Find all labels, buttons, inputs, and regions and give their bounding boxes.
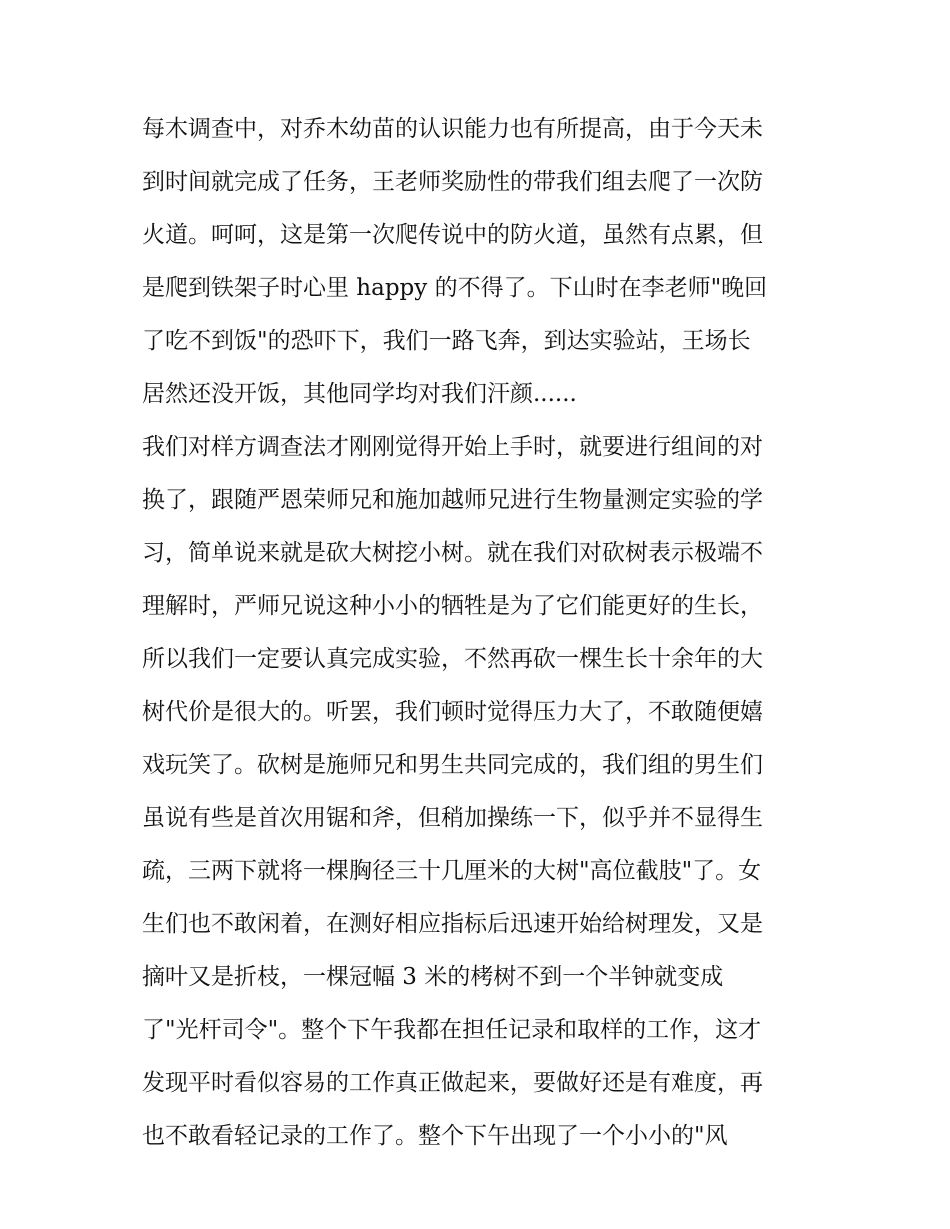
text-line: 虽说有些是首次用锯和斧，但稍加操练一下，似乎并不显得生 xyxy=(142,805,763,831)
text-line: 习，简单说来就是砍大树挖小树。就在我们对砍树表示极端不 xyxy=(142,540,763,566)
text-line: 也不敢看轻记录的工作了。整个下午出现了一个小小的"风 xyxy=(142,1123,728,1149)
text-line: 我们对样方调查法才刚刚觉得开始上手时，就要进行组间的对 xyxy=(142,434,763,460)
text-line: 是爬到铁架子时心里 happy 的不得了。下山时在李老师"晚回 xyxy=(142,275,768,301)
text-line: 摘叶又是折枝，一棵冠幅 3 米的栲树不到一个半钟就变成 xyxy=(142,964,724,990)
text-line: 到时间就完成了任务，王老师奖励性的带我们组去爬了一次防 xyxy=(142,169,763,195)
text-line: 了"光杆司令"。整个下午我都在担任记录和取样的工作，这才 xyxy=(142,1017,762,1043)
text-line: 了吃不到饭"的恐吓下，我们一路飞奔，到达实验站，王场长 xyxy=(142,328,751,354)
text-line: 所以我们一定要认真完成实验，不然再砍一棵生长十余年的大 xyxy=(142,646,763,672)
text-line: 理解时，严师兄说这种小小的牺牲是为了它们能更好的生长， xyxy=(142,593,763,619)
text-line: 换了，跟随严恩荣师兄和施加越师兄进行生物量测定实验的学 xyxy=(142,487,763,513)
text-line: 每木调查中，对乔木幼苗的认识能力也有所提高，由于今天未 xyxy=(142,116,763,142)
text-line: 生们也不敢闲着，在测好相应指标后迅速开始给树理发，又是 xyxy=(142,911,763,937)
text-line: 居然还没开饭，其他同学均对我们汗颜...... xyxy=(142,381,577,407)
text-line: 发现平时看似容易的工作真正做起来，要做好还是有难度，再 xyxy=(142,1070,763,1096)
text-line: 火道。呵呵，这是第一次爬传说中的防火道，虽然有点累，但 xyxy=(142,222,763,248)
text-line: 戏玩笑了。砍树是施师兄和男生共同完成的，我们组的男生们 xyxy=(142,752,763,778)
text-line: 疏，三两下就将一棵胸径三十几厘米的大树"高位截肢"了。女 xyxy=(142,858,762,884)
text-line: 树代价是很大的。听罢，我们顿时觉得压力大了，不敢随便嬉 xyxy=(142,699,763,725)
